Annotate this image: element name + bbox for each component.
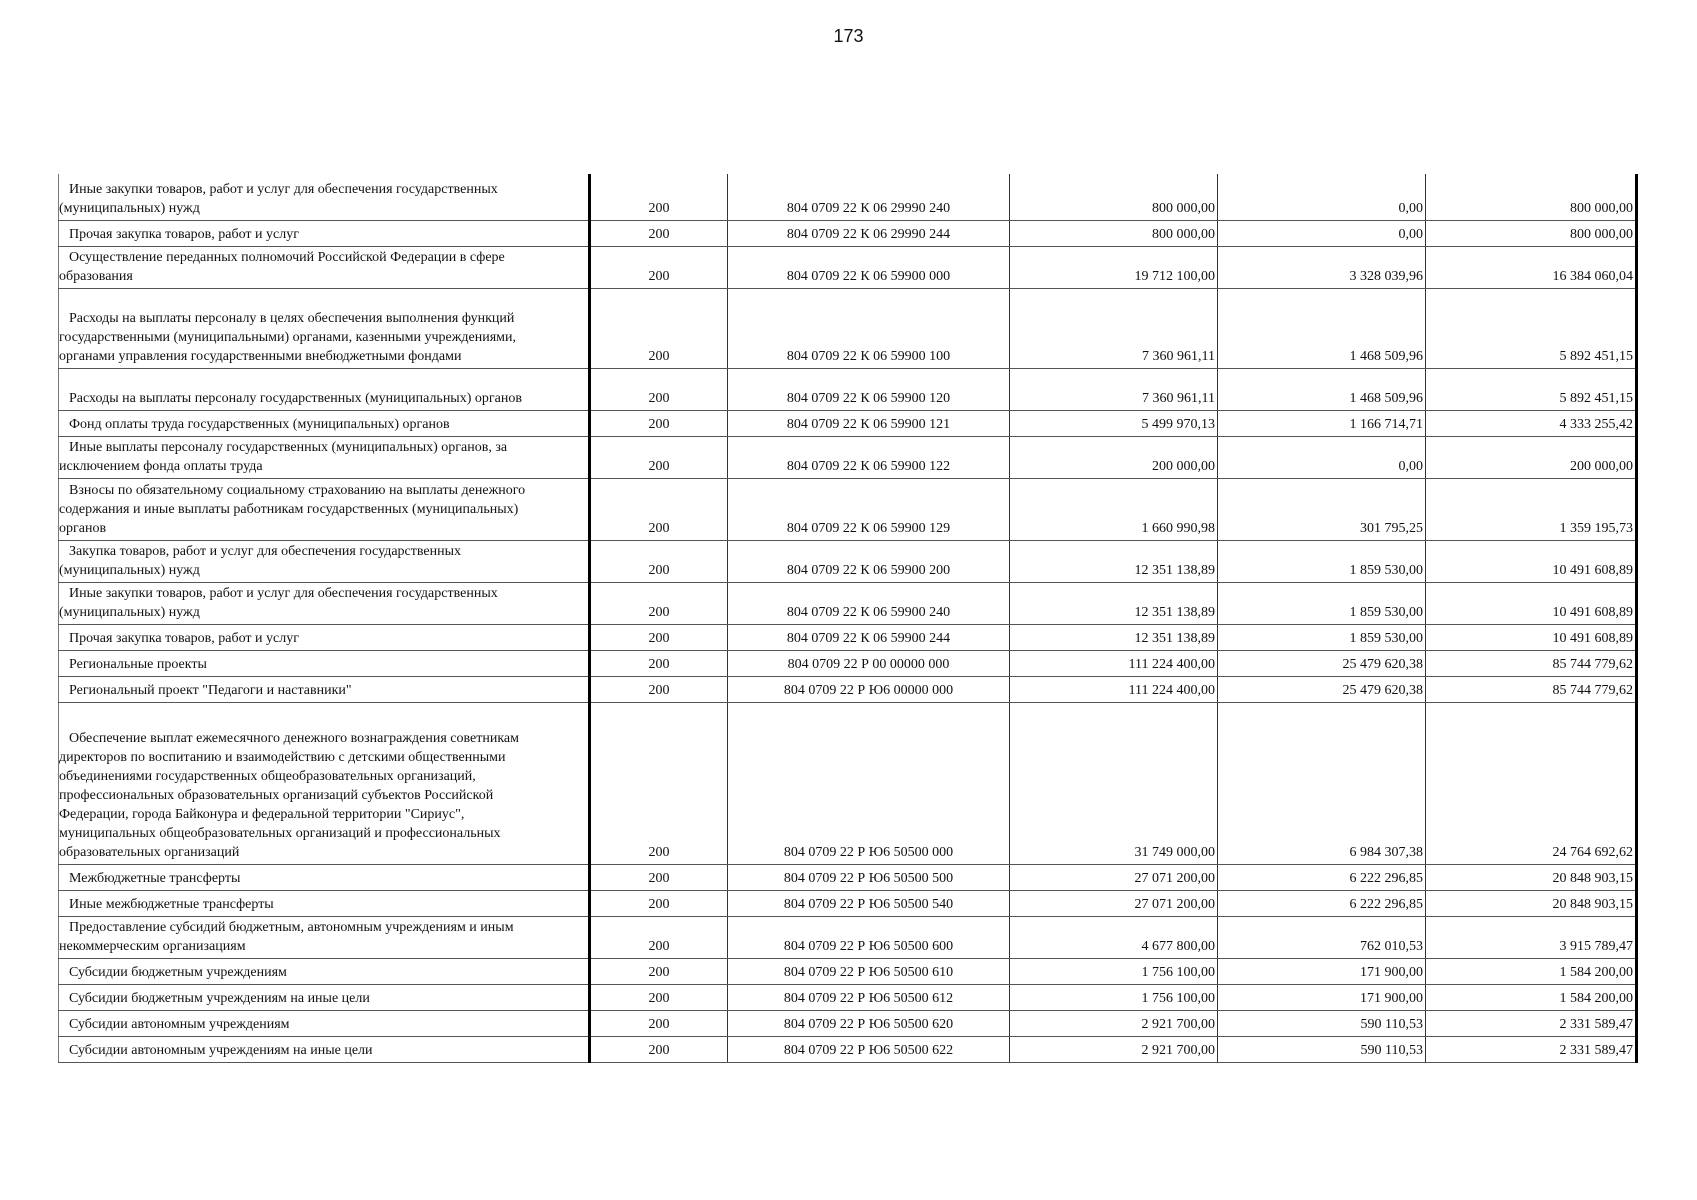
budget-classification-code-cell: 804 0709 22 К 06 59900 244 (728, 624, 1010, 650)
executed-amount-cell: 6 984 307,38 (1218, 702, 1426, 864)
row-description (59, 174, 590, 220)
description-line: Иные закупки товаров, работ и услуг для обеспечения государственных (69, 585, 498, 601)
table-row (59, 436, 1637, 478)
unexecuted-amount-cell: 5 892 451,15 (1426, 368, 1637, 410)
budget-classification-code-cell: 804 0709 22 К 06 29990 240 (728, 174, 1010, 220)
approved-amount-cell: 2 921 700,00 (1010, 1010, 1218, 1036)
description-line: директоров по воспитанию и взаимодействию с детскими общественными (59, 749, 506, 765)
table-row (59, 864, 1637, 890)
table-row (59, 984, 1637, 1010)
description-line: Субсидии бюджетным учреждениям на иные цели (69, 990, 370, 1006)
budget-classification-code-cell: 804 0709 22 Р 00 00000 000 (728, 650, 1010, 676)
line-code-cell: 200 (590, 890, 728, 916)
line-code-cell: 200 (590, 1010, 728, 1036)
budget-execution-table (58, 174, 1638, 1063)
table-row (59, 890, 1637, 916)
approved-amount-cell: 7 360 961,11 (1010, 288, 1218, 368)
executed-amount-cell: 6 222 296,85 (1218, 864, 1426, 890)
description-line: Взносы по обязательному социальному страхованию на выплаты денежного (69, 482, 526, 498)
table-row (59, 246, 1637, 288)
table-row (59, 540, 1637, 582)
table-row (59, 410, 1637, 436)
unexecuted-amount-cell: 85 744 779,62 (1426, 676, 1637, 702)
approved-amount-cell: 1 660 990,98 (1010, 478, 1218, 540)
budget-classification-code-cell: 804 0709 22 Р Ю6 50500 622 (728, 1036, 1010, 1062)
budget-classification-code-cell: 804 0709 22 Р Ю6 00000 000 (728, 676, 1010, 702)
table-row (59, 582, 1637, 624)
row-description (59, 436, 590, 478)
description-line: профессиональных образовательных организаций субъектов Российской (59, 787, 494, 803)
description-line: Иные закупки товаров, работ и услуг для обеспечения государственных (69, 181, 498, 197)
description-line: Региональные проекты (69, 656, 207, 672)
approved-amount-cell: 27 071 200,00 (1010, 864, 1218, 890)
description-line: Региональный проект "Педагоги и наставники" (69, 682, 352, 698)
row-description (59, 676, 590, 702)
description-line: Субсидии автономным учреждениям на иные цели (69, 1042, 373, 1058)
line-code-cell: 200 (590, 582, 728, 624)
unexecuted-amount-cell: 1 584 200,00 (1426, 984, 1637, 1010)
line-code-cell: 200 (590, 220, 728, 246)
line-code-cell: 200 (590, 916, 728, 958)
page-number: 173 (833, 26, 864, 46)
table-row (59, 916, 1637, 958)
unexecuted-amount-cell: 10 491 608,89 (1426, 582, 1637, 624)
approved-amount-cell: 2 921 700,00 (1010, 1036, 1218, 1062)
executed-amount-cell: 171 900,00 (1218, 958, 1426, 984)
line-code-cell: 200 (590, 174, 728, 220)
row-description (59, 582, 590, 624)
approved-amount-cell: 111 224 400,00 (1010, 650, 1218, 676)
description-line: Прочая закупка товаров, работ и услуг (69, 226, 299, 242)
description-line: образовательных организаций (59, 844, 240, 860)
executed-amount-cell: 25 479 620,38 (1218, 650, 1426, 676)
unexecuted-amount-cell: 20 848 903,15 (1426, 864, 1637, 890)
table-row (59, 702, 1637, 864)
description-line: содержания и иные выплаты работникам государственных (муниципальных) (59, 501, 519, 517)
approved-amount-cell: 12 351 138,89 (1010, 540, 1218, 582)
line-code-cell: 200 (590, 676, 728, 702)
unexecuted-amount-cell: 24 764 692,62 (1426, 702, 1637, 864)
description-line: Осуществление переданных полномочий Российской Федерации в сфере (69, 249, 505, 265)
description-line: Расходы на выплаты персоналу в целях обеспечения выполнения функций (69, 310, 515, 326)
line-code-cell: 200 (590, 1036, 728, 1062)
line-code-cell: 200 (590, 368, 728, 410)
line-code-cell: 200 (590, 410, 728, 436)
executed-amount-cell: 0,00 (1218, 174, 1426, 220)
row-description (59, 288, 590, 368)
budget-classification-code-cell: 804 0709 22 Р Ю6 50500 000 (728, 702, 1010, 864)
unexecuted-amount-cell: 20 848 903,15 (1426, 890, 1637, 916)
line-code-cell: 200 (590, 246, 728, 288)
row-description (59, 702, 590, 864)
description-line: Обеспечение выплат ежемесячного денежного вознаграждения советникам (69, 730, 519, 746)
approved-amount-cell: 1 756 100,00 (1010, 984, 1218, 1010)
line-code-cell: 200 (590, 958, 728, 984)
approved-amount-cell: 800 000,00 (1010, 220, 1218, 246)
budget-classification-code-cell: 804 0709 22 Р Ю6 50500 610 (728, 958, 1010, 984)
description-line: Закупка товаров, работ и услуг для обеспечения государственных (69, 543, 462, 559)
description-line: Иные межбюджетные трансферты (69, 896, 274, 912)
unexecuted-amount-cell: 1 359 195,73 (1426, 478, 1637, 540)
line-code-cell: 200 (590, 436, 728, 478)
executed-amount-cell: 1 166 714,71 (1218, 410, 1426, 436)
table-row (59, 478, 1637, 540)
unexecuted-amount-cell: 2 331 589,47 (1426, 1036, 1637, 1062)
approved-amount-cell: 12 351 138,89 (1010, 582, 1218, 624)
description-line: некоммерческим организациям (59, 938, 246, 954)
budget-classification-code-cell: 804 0709 22 К 06 29990 244 (728, 220, 1010, 246)
approved-amount-cell: 31 749 000,00 (1010, 702, 1218, 864)
executed-amount-cell: 1 859 530,00 (1218, 624, 1426, 650)
unexecuted-amount-cell: 5 892 451,15 (1426, 288, 1637, 368)
budget-classification-code-cell: 804 0709 22 К 06 59900 121 (728, 410, 1010, 436)
row-description (59, 650, 590, 676)
approved-amount-cell: 5 499 970,13 (1010, 410, 1218, 436)
table-row (59, 958, 1637, 984)
unexecuted-amount-cell: 85 744 779,62 (1426, 650, 1637, 676)
executed-amount-cell: 762 010,53 (1218, 916, 1426, 958)
description-line: (муниципальных) нужд (59, 200, 200, 216)
table-body (59, 174, 1637, 1062)
description-line: образования (59, 268, 133, 284)
unexecuted-amount-cell: 10 491 608,89 (1426, 624, 1637, 650)
table-row (59, 220, 1637, 246)
approved-amount-cell: 4 677 800,00 (1010, 916, 1218, 958)
executed-amount-cell: 590 110,53 (1218, 1036, 1426, 1062)
table-row (59, 624, 1637, 650)
table-row (59, 1036, 1637, 1062)
unexecuted-amount-cell: 2 331 589,47 (1426, 1010, 1637, 1036)
budget-classification-code-cell: 804 0709 22 К 06 59900 122 (728, 436, 1010, 478)
executed-amount-cell: 25 479 620,38 (1218, 676, 1426, 702)
unexecuted-amount-cell: 1 584 200,00 (1426, 958, 1637, 984)
executed-amount-cell: 171 900,00 (1218, 984, 1426, 1010)
approved-amount-cell: 1 756 100,00 (1010, 958, 1218, 984)
description-line: Субсидии бюджетным учреждениям (69, 964, 287, 980)
description-line: Федерации, города Байконура и федеральной территории "Сириус", (59, 806, 465, 822)
unexecuted-amount-cell: 800 000,00 (1426, 220, 1637, 246)
executed-amount-cell: 1 468 509,96 (1218, 288, 1426, 368)
approved-amount-cell: 200 000,00 (1010, 436, 1218, 478)
table-row (59, 676, 1637, 702)
line-code-cell: 200 (590, 984, 728, 1010)
budget-classification-code-cell: 804 0709 22 К 06 59900 129 (728, 478, 1010, 540)
line-code-cell: 200 (590, 624, 728, 650)
budget-classification-code-cell: 804 0709 22 Р Ю6 50500 612 (728, 984, 1010, 1010)
description-line: Фонд оплаты труда государственных (муниципальных) органов (69, 416, 450, 432)
description-line: Субсидии автономным учреждениям (69, 1016, 290, 1032)
unexecuted-amount-cell: 10 491 608,89 (1426, 540, 1637, 582)
budget-classification-code-cell: 804 0709 22 К 06 59900 240 (728, 582, 1010, 624)
approved-amount-cell: 27 071 200,00 (1010, 890, 1218, 916)
description-line: государственными (муниципальными) органами, казенными учреждениями, (59, 329, 516, 345)
description-line: Расходы на выплаты персоналу государственных (муниципальных) органов (69, 390, 522, 406)
executed-amount-cell: 6 222 296,85 (1218, 890, 1426, 916)
budget-classification-code-cell: 804 0709 22 К 06 59900 200 (728, 540, 1010, 582)
row-description (59, 624, 590, 650)
row-description (59, 958, 590, 984)
description-line: исключением фонда оплаты труда (59, 458, 263, 474)
approved-amount-cell: 19 712 100,00 (1010, 246, 1218, 288)
budget-classification-code-cell: 804 0709 22 Р Ю6 50500 500 (728, 864, 1010, 890)
executed-amount-cell: 590 110,53 (1218, 1010, 1426, 1036)
executed-amount-cell: 1 859 530,00 (1218, 582, 1426, 624)
description-line: (муниципальных) нужд (59, 562, 200, 578)
description-line: объединениями государственных общеобразовательных организаций, (59, 768, 476, 784)
executed-amount-cell: 1 859 530,00 (1218, 540, 1426, 582)
table-row (59, 174, 1637, 220)
description-line: муниципальных общеобразовательных организаций и профессиональных (59, 825, 501, 841)
line-code-cell: 200 (590, 540, 728, 582)
row-description (59, 246, 590, 288)
approved-amount-cell: 111 224 400,00 (1010, 676, 1218, 702)
budget-classification-code-cell: 804 0709 22 К 06 59900 100 (728, 288, 1010, 368)
unexecuted-amount-cell: 3 915 789,47 (1426, 916, 1637, 958)
row-description (59, 864, 590, 890)
row-description (59, 478, 590, 540)
row-description (59, 1036, 590, 1062)
line-code-cell: 200 (590, 650, 728, 676)
unexecuted-amount-cell: 16 384 060,04 (1426, 246, 1637, 288)
row-description (59, 220, 590, 246)
description-line: органами управления государственными внебюджетными фондами (59, 348, 462, 364)
description-line: Иные выплаты персоналу государственных (муниципальных) органов, за (69, 439, 508, 455)
line-code-cell: 200 (590, 478, 728, 540)
table-row (59, 1010, 1637, 1036)
description-line: Предоставление субсидий бюджетным, автономным учреждениям и иным (69, 919, 514, 935)
row-description (59, 368, 590, 410)
budget-classification-code-cell: 804 0709 22 Р Ю6 50500 600 (728, 916, 1010, 958)
row-description (59, 1010, 590, 1036)
budget-classification-code-cell: 804 0709 22 Р Ю6 50500 540 (728, 890, 1010, 916)
row-description (59, 540, 590, 582)
table-row (59, 288, 1637, 368)
executed-amount-cell: 3 328 039,96 (1218, 246, 1426, 288)
budget-classification-code-cell: 804 0709 22 Р Ю6 50500 620 (728, 1010, 1010, 1036)
executed-amount-cell: 1 468 509,96 (1218, 368, 1426, 410)
approved-amount-cell: 7 360 961,11 (1010, 368, 1218, 410)
description-line: (муниципальных) нужд (59, 604, 200, 620)
description-line: Межбюджетные трансферты (69, 870, 241, 886)
executed-amount-cell: 0,00 (1218, 436, 1426, 478)
table-row (59, 368, 1637, 410)
row-description (59, 890, 590, 916)
row-description (59, 916, 590, 958)
unexecuted-amount-cell: 800 000,00 (1426, 174, 1637, 220)
unexecuted-amount-cell: 4 333 255,42 (1426, 410, 1637, 436)
row-description (59, 410, 590, 436)
budget-classification-code-cell: 804 0709 22 К 06 59900 120 (728, 368, 1010, 410)
approved-amount-cell: 12 351 138,89 (1010, 624, 1218, 650)
approved-amount-cell: 800 000,00 (1010, 174, 1218, 220)
line-code-cell: 200 (590, 864, 728, 890)
description-line: органов (59, 520, 107, 536)
budget-classification-code-cell: 804 0709 22 К 06 59900 000 (728, 246, 1010, 288)
line-code-cell: 200 (590, 702, 728, 864)
row-description (59, 984, 590, 1010)
line-code-cell: 200 (590, 288, 728, 368)
executed-amount-cell: 301 795,25 (1218, 478, 1426, 540)
executed-amount-cell: 0,00 (1218, 220, 1426, 246)
description-line: Прочая закупка товаров, работ и услуг (69, 630, 299, 646)
table-row (59, 650, 1637, 676)
unexecuted-amount-cell: 200 000,00 (1426, 436, 1637, 478)
